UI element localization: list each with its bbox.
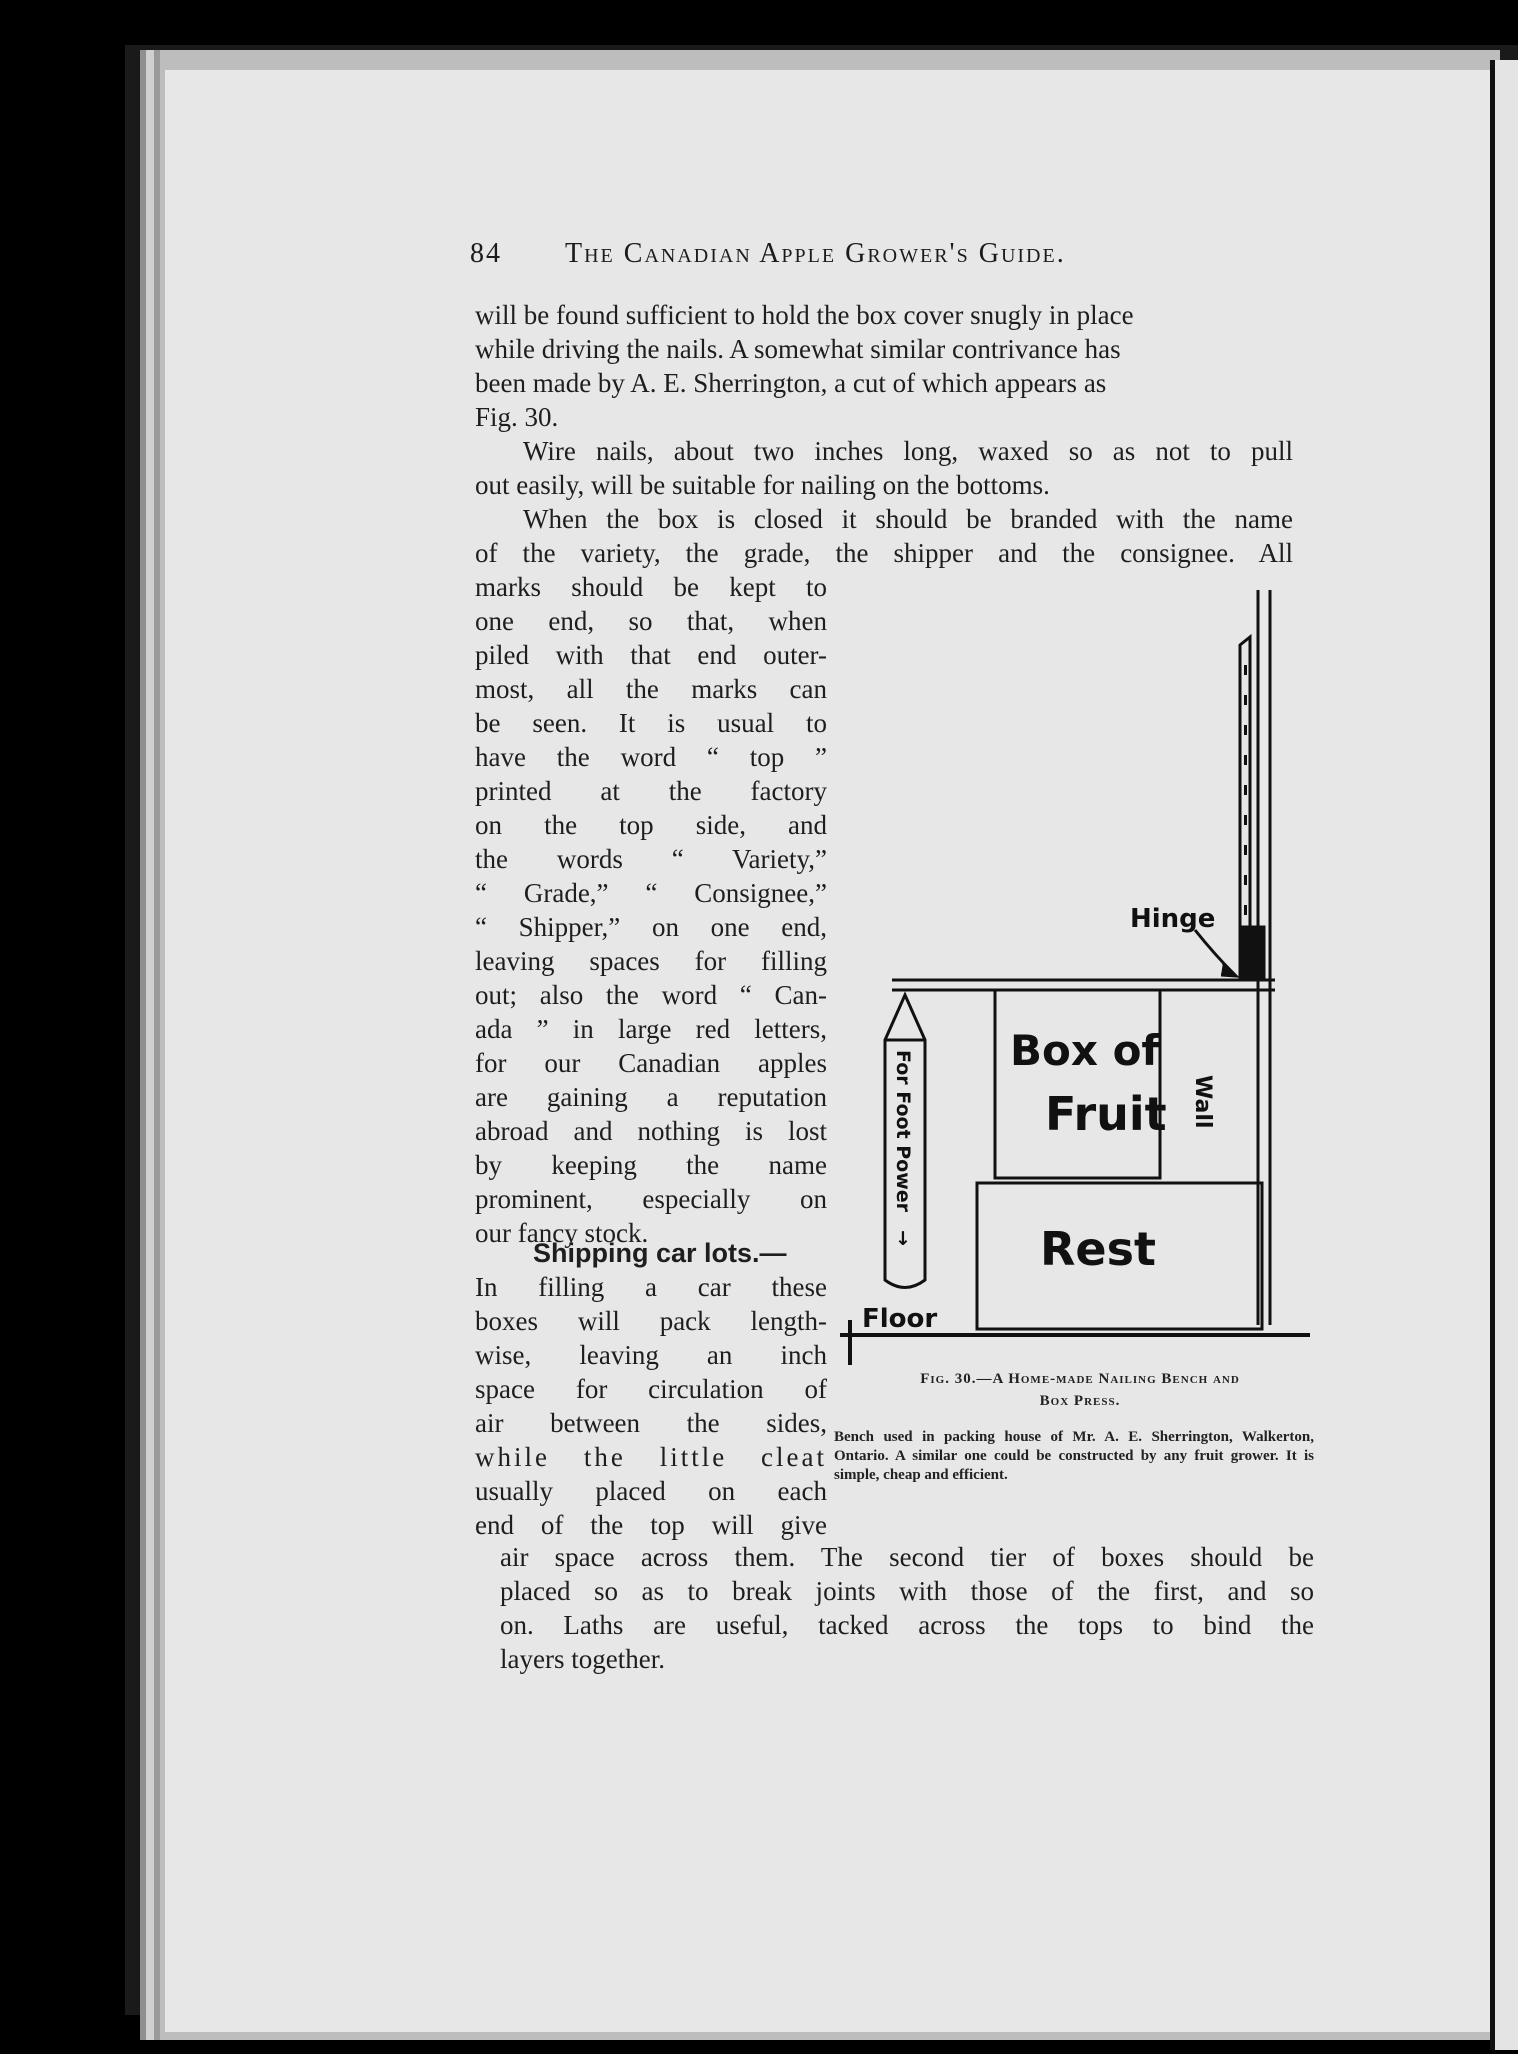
box-label: Box of [1010,1026,1160,1075]
text-line: layers together. [500,1644,665,1674]
text-line: Fig. 30. [475,402,559,432]
text-line: by keeping the name [475,1150,827,1180]
text-line: wise, leaving an inch [475,1340,827,1370]
text-line: have the word “ top ” [475,742,827,772]
text-line: for our Canadian apples [475,1048,827,1078]
text-line: are gaining a reputation [475,1082,827,1112]
text-line: end of the top will give [475,1510,827,1540]
rest-label: Rest [1040,1222,1156,1276]
text-line: piled with that end outer- [475,640,827,670]
text-line: most, all the marks can [475,674,827,704]
text-line: on. Laths are useful, tacked across the tops to bind the [500,1610,1314,1640]
caption-title-line: Fig. 30.—A Home-made Nailing Bench and [920,1371,1240,1387]
text-line: one end, so that, when [475,606,827,636]
text-line: space for circulation of [475,1374,827,1404]
floor-label: Floor [862,1304,938,1334]
nailing-bench-figure [840,585,1320,1365]
text-line: out easily, will be suitable for nailing on the bottoms. [475,470,1050,500]
text-line: our fancy stock. [475,1218,649,1248]
text-line: out; also the word “ Can- [475,980,827,1010]
fruit-label: Fruit [1045,1087,1167,1141]
arrow-icon: → [892,1230,914,1246]
text-line: “ Shipper,” on one end, [475,912,827,942]
text-line: “ Grade,” “ Consignee,” [475,878,827,908]
text-line: air between the sides, [475,1408,827,1438]
caption-title-line: Box Press. [1039,1393,1121,1409]
text-line: When the box is closed it should be branded with the name [523,504,1293,534]
hinge-block [1240,927,1264,977]
text-line: usually placed on each [475,1476,827,1506]
paragraph-1 [475,298,1293,434]
text-line: of the variety, the grade, the shipper and the consignee. All [475,538,1293,568]
section-heading: Shipping car lots.— [533,1238,787,1268]
facing-page-edge [1490,60,1518,2050]
text-line: Wire nails, about two inches long, waxed so as not to pull [523,436,1293,466]
text-line: on the top side, and [475,810,827,840]
text-line: marks should be kept to [475,572,827,602]
text-line: placed so as to break joints with those of the first, and so [500,1576,1314,1606]
text-line: printed at the factory [475,776,827,806]
text-line: In filling a car these [475,1272,827,1302]
figure-caption-title [870,1368,1290,1412]
foot-power-label: For Foot Power [892,1050,914,1213]
running-title: The Canadian Apple Grower's Guide. [565,238,1066,269]
text-line: prominent, especially on [475,1184,827,1214]
wall-label: Wall [1190,1075,1215,1129]
text-line: boxes will pack length- [475,1306,827,1336]
text-line: been made by A. E. Sherrington, a cut of which appears as [475,368,1107,398]
text-line: leaving spaces for filling [475,946,827,976]
shipping-section-narrow [475,1236,827,1542]
page-number: 84 [470,238,502,269]
text-line: while the little cleat [475,1442,827,1472]
hinge-label: Hinge [1130,904,1216,934]
running-head [470,238,1290,270]
text-line: abroad and nothing is lost [475,1116,827,1146]
text-line: the words “ Variety,” [475,844,827,874]
paragraph-3-narrow [475,570,827,1250]
text-line: ada ” in large red letters, [475,1014,827,1044]
box-of-fruit [995,990,1160,1178]
shipping-section-full [500,1540,1314,1676]
text-line: will be found sufficient to hold the box cover snugly in place [475,300,1134,330]
paragraph-2 [475,434,1293,502]
text-line: air space across them. The second tier of boxes should be [500,1542,1314,1572]
figure-caption-body: Bench used in packing house of Mr. A. E. Sherrington, Walkerton, Ontario. A similar one could be constructed by any fruit grower. It is simple, cheap and efficient. [834,1429,1314,1483]
text-line: be seen. It is usual to [475,708,827,738]
text-line: while driving the nails. A somewhat similar contrivance has [475,334,1121,364]
paragraph-3-full [475,502,1293,570]
